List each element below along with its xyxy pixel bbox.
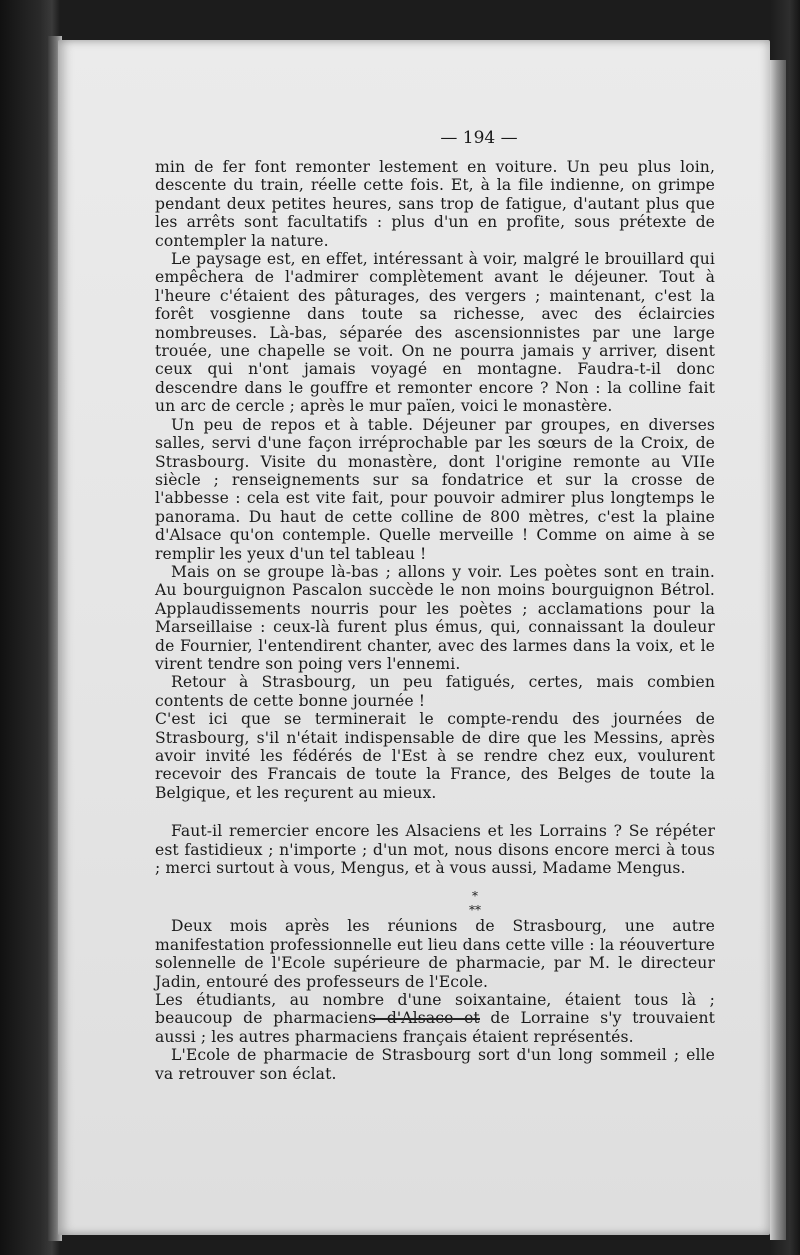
page-edge xyxy=(770,60,786,1240)
end-rule xyxy=(372,1018,480,1020)
page-number: — 194 — xyxy=(440,128,518,148)
paragraph: L'Ecole de pharmacie de Strasbourg sort d'un long sommeil ; elle va retrouver son éclat. xyxy=(155,1046,715,1083)
paragraph: Mais on se groupe là-bas ; allons y voir. Les poètes sont en train. Au bourguignon Pascalon succède le non moins bourguignon Bétrol. Applaudissements nourris pour les poètes ; acclamations pour la Marseillaise : ceux-là furent plus émus, qui, connaissant la douleur de Fournier, l'entendirent chanter, avec des larmes dans la voix, et le virent tendre son poing vers l'ennemi. xyxy=(155,562,715,673)
paragraph: Deux mois après les réunions de Strasbourg, une autre manifestation professionnelle eut lieu dans cette ville : la réouverture solennelle de l'Ecole supérieure de pharmacie, par M. le directeur Jadin, entouré des professeurs de l'Ecole. xyxy=(155,917,715,991)
asterism: ⁎ ⁎⁎ xyxy=(469,885,481,914)
paragraph: Le paysage est, en effet, intéressant à voir, malgré le brouillard qui empêchera de l'admirer complètement avant le déjeuner. Tout à l'heure c'étaient des pâturages, des vergers ; maintenant, c'est la forêt vosgienne dans toute sa richesse, avec des éclaircies nombreuses. Là-bas, séparée des ascensionnistes par une large trouée, une chapelle se voit. On ne pourra jamais y arriver, disent ceux qui n'ont jamais voyagé en montagne. Faudra-t-il donc descendre dans le gouffre et remonter encore ? Non : la colline fait un arc de cercle ; après le mur païen, voici le monastère. xyxy=(155,250,715,416)
paragraph: Faut-il remercier encore les Alsaciens et les Lorrains ? Se répéter est fastidieux ; n'importe ; d'un mot, nous disons encore merci à tous ; merci surtout à vous, Mengus, et à vous aussi, Madame Mengus. xyxy=(155,822,715,878)
page-text xyxy=(155,158,715,1083)
paragraph: Un peu de repos et à table. Déjeuner par groupes, en diverses salles, servi d'une façon irréprochable par les sœurs de la Croix, de Strasbourg. Visite du monastère, dont l'origine remonte au VIIe siècle ; renseignements sur sa fondatrice et sur la crosse de l'abbesse : cela est vite fait, pour pouvoir admirer plus longtemps le panorama. Du haut de cette colline de 800 mètres, c'est la plaine d'Alsace qu'on contemple. Quelle merveille ! Comme on aime à se remplir les yeux d'un tel tableau ! xyxy=(155,415,715,563)
section-separator-stars xyxy=(155,885,715,913)
book-page xyxy=(58,40,770,1235)
paragraph: Retour à Strasbourg, un peu fatigués, certes, mais combien contents de cette bonne journée ! xyxy=(155,673,715,710)
paragraph: C'est ici que se terminerait le compte-rendu des journées de Strasbourg, s'il n'était indispensable de dire que les Messins, après avoir invité les fédérés de l'Est à se rendre chez eux, voulurent recevoir des Francais de toute la France, des Belges de toute la Belgique, et les reçurent au mieux. xyxy=(155,710,715,802)
paragraph: Les étudiants, au nombre d'une soixantaine, étaient tous là ; beaucoup de pharmaciens d'Alsace et de Lorraine s'y trouvaient aussi ; les autres pharmaciens français étaient représentés. xyxy=(155,991,715,1046)
paragraph: min de fer font remonter lestement en voiture. Un peu plus loin, descente du train, réelle cette fois. Et, à la file indienne, on grimpe pendant deux petites heures, sans trop de fatigue, d'autant plus que les arrêts sont facultatifs : plus d'un en profite, sous prétexte de contempler la nature. xyxy=(155,158,715,250)
